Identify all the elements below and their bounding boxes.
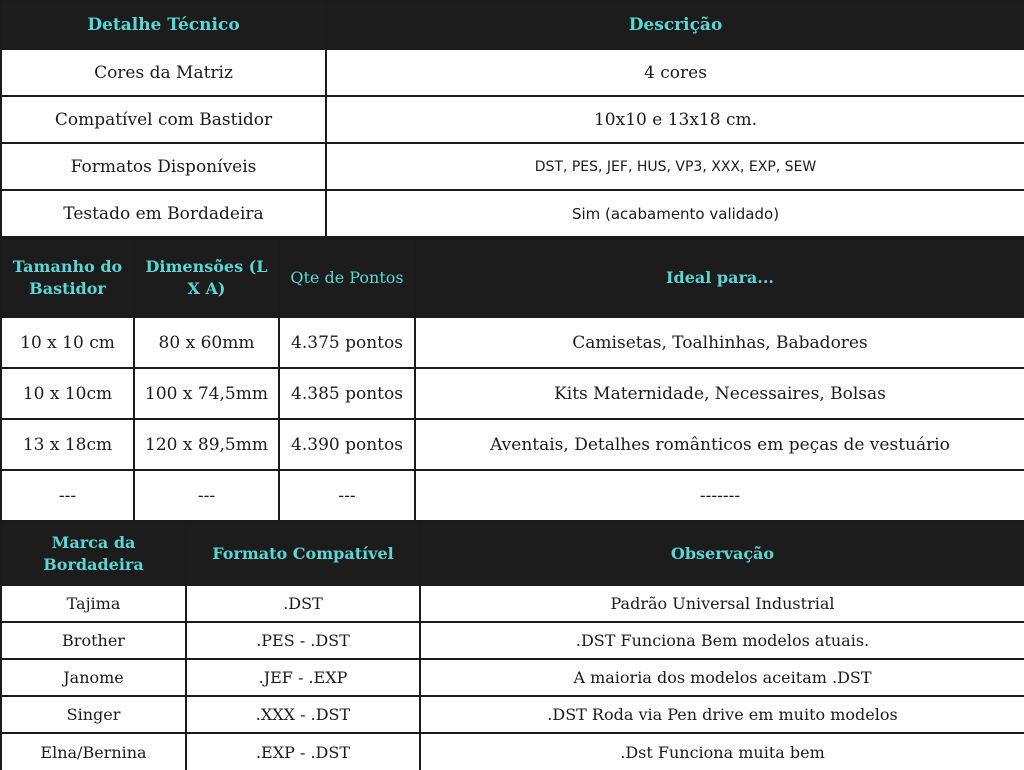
header-cell: Observação: [420, 523, 1024, 585]
table-cell: Elna/Bernina: [1, 733, 186, 770]
table-row: [1, 49, 1024, 96]
table-cell: .PES - .DST: [186, 622, 420, 659]
table-cell: .EXP - .DST: [186, 733, 420, 770]
table-cell: .XXX - .DST: [186, 696, 420, 733]
table-cell: 10 x 10 cm: [1, 317, 134, 368]
table-cell: .DST Funciona Bem modelos atuais.: [420, 622, 1024, 659]
table-cell: Testado em Bordadeira: [1, 190, 326, 237]
embroidery-machine-table: [0, 522, 1024, 770]
table-cell: Brother: [1, 622, 186, 659]
table-cell: Cores da Matriz: [1, 49, 326, 96]
table-cell: Aventais, Detalhes românticos em peças de vestuário: [415, 419, 1024, 470]
table-cell: Padrão Universal Industrial: [420, 585, 1024, 622]
table-row: [1, 733, 1024, 770]
table-cell: Formatos Disponíveis: [1, 143, 326, 190]
table-cell: .DST Roda via Pen drive em muito modelos: [420, 696, 1024, 733]
table-cell: 10x10 e 13x18 cm.: [326, 96, 1024, 143]
table-cell: 13 x 18cm: [1, 419, 134, 470]
table-row: [1, 419, 1024, 470]
table-cell: ---: [279, 470, 415, 521]
table-cell: ---: [134, 470, 279, 521]
table-cell: 4 cores: [326, 49, 1024, 96]
table-row: [1, 143, 1024, 190]
table-cell: Janome: [1, 659, 186, 696]
table-cell: -------: [415, 470, 1024, 521]
table-cell: 10 x 10cm: [1, 368, 134, 419]
table-cell: 100 x 74,5mm: [134, 368, 279, 419]
table-header-row: [1, 239, 1024, 317]
table-row: [1, 696, 1024, 733]
table-row: [1, 585, 1024, 622]
table-cell: Kits Maternidade, Necessaires, Bolsas: [415, 368, 1024, 419]
header-cell: Ideal para...: [415, 239, 1024, 317]
table-header-row: [1, 1, 1024, 49]
technical-details-table: [0, 0, 1024, 238]
table-row: [1, 190, 1024, 237]
table-cell: 120 x 89,5mm: [134, 419, 279, 470]
table-cell: .DST: [186, 585, 420, 622]
table-cell: Singer: [1, 696, 186, 733]
header-cell: Formato Compatível: [186, 523, 420, 585]
table-cell: 4.385 pontos: [279, 368, 415, 419]
header-cell: Detalhe Técnico: [1, 1, 326, 49]
header-cell: Tamanho do Bastidor: [1, 239, 134, 317]
table-cell: A maioria dos modelos aceitam .DST: [420, 659, 1024, 696]
table-row: [1, 659, 1024, 696]
table-cell: Tajima: [1, 585, 186, 622]
table-cell: .JEF - .EXP: [186, 659, 420, 696]
table-header-row: [1, 523, 1024, 585]
header-cell: Descrição: [326, 1, 1024, 49]
table-cell: ---: [1, 470, 134, 521]
table-row: [1, 470, 1024, 521]
header-cell: Dimensões (L X A): [134, 239, 279, 317]
table-cell: 4.375 pontos: [279, 317, 415, 368]
table-cell: 4.390 pontos: [279, 419, 415, 470]
table-cell: 80 x 60mm: [134, 317, 279, 368]
table-cell: DST, PES, JEF, HUS, VP3, XXX, EXP, SEW: [326, 143, 1024, 190]
table-cell: Compatível com Bastidor: [1, 96, 326, 143]
table-cell: Sim (acabamento validado): [326, 190, 1024, 237]
hoop-size-table: [0, 238, 1024, 522]
header-cell: Marca da Bordadeira: [1, 523, 186, 585]
table-row: [1, 317, 1024, 368]
table-cell: .Dst Funciona muita bem: [420, 733, 1024, 770]
table-row: [1, 96, 1024, 143]
header-cell: Qte de Pontos: [279, 239, 415, 317]
table-row: [1, 368, 1024, 419]
table-row: [1, 622, 1024, 659]
table-cell: Camisetas, Toalhinhas, Babadores: [415, 317, 1024, 368]
